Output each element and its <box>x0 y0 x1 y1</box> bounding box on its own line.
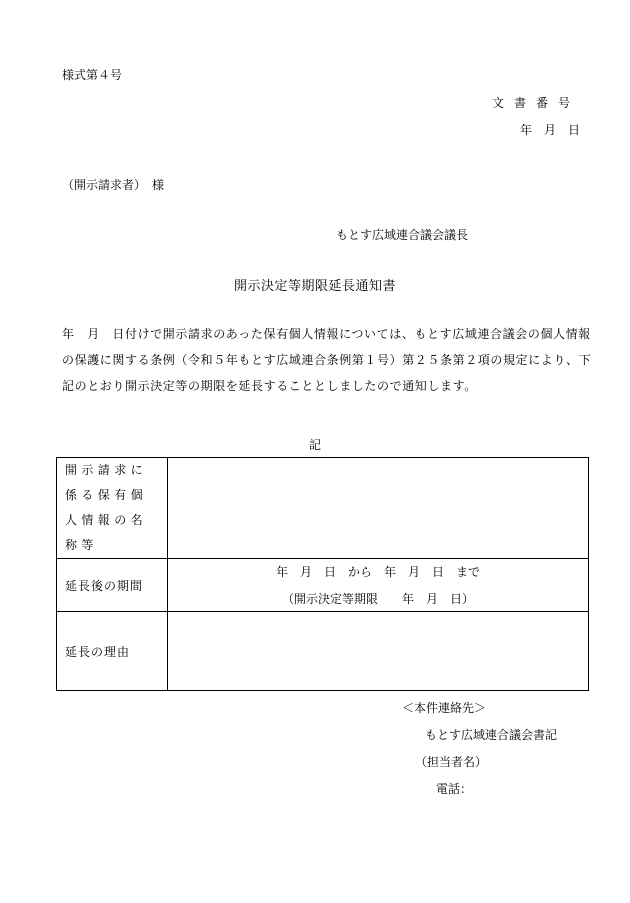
info-name-label-cell <box>57 458 168 559</box>
addressee: （開示請求者） 様 <box>62 178 165 192</box>
contact-heading: ＜本件連絡先＞ <box>402 701 487 715</box>
extended-period-value <box>168 559 589 612</box>
body-paragraph: 年 月 日付けで開示請求のあった保有個人情報については、もとす広域連合議会の個人情報の保護に関する条例（令和５年もとす広域連合条例第１号）第２５条第２項の規定により、下記のとおり開示決定等の期限を延長することとしましたので通知します。 <box>62 327 592 393</box>
detail-table <box>56 457 589 691</box>
info-name-value <box>168 458 589 559</box>
contact-person: （担当者名） <box>415 755 488 769</box>
issuer: もとす広域連合議会議長 <box>336 228 469 242</box>
document-number: 文書番号 <box>491 96 580 110</box>
document-title: 開示決定等期限延長通知書 <box>233 279 396 294</box>
original-deadline: （開示決定等期限 年 月 日） <box>281 592 474 606</box>
reason-value <box>168 612 589 691</box>
contact-phone: 電話： <box>436 782 473 796</box>
ki-heading: 記 <box>308 438 321 452</box>
document-date: 年 月 日 <box>519 123 580 137</box>
table-row-info-name <box>57 458 589 559</box>
reason-label: 延長の理由 <box>57 612 168 691</box>
form-number: 様式第４号 <box>62 68 123 82</box>
extended-period-label: 延長後の期間 <box>57 559 168 612</box>
extended-period-range: 年 月 日 から 年 月 日 まで <box>275 565 480 579</box>
contact-organization: もとす広域連合議会書記 <box>425 728 558 742</box>
table-row-extended-period <box>57 559 589 612</box>
table-row-reason <box>57 612 589 691</box>
info-name-label: 開示請求に係る保有個人情報の名称等 <box>65 463 148 552</box>
